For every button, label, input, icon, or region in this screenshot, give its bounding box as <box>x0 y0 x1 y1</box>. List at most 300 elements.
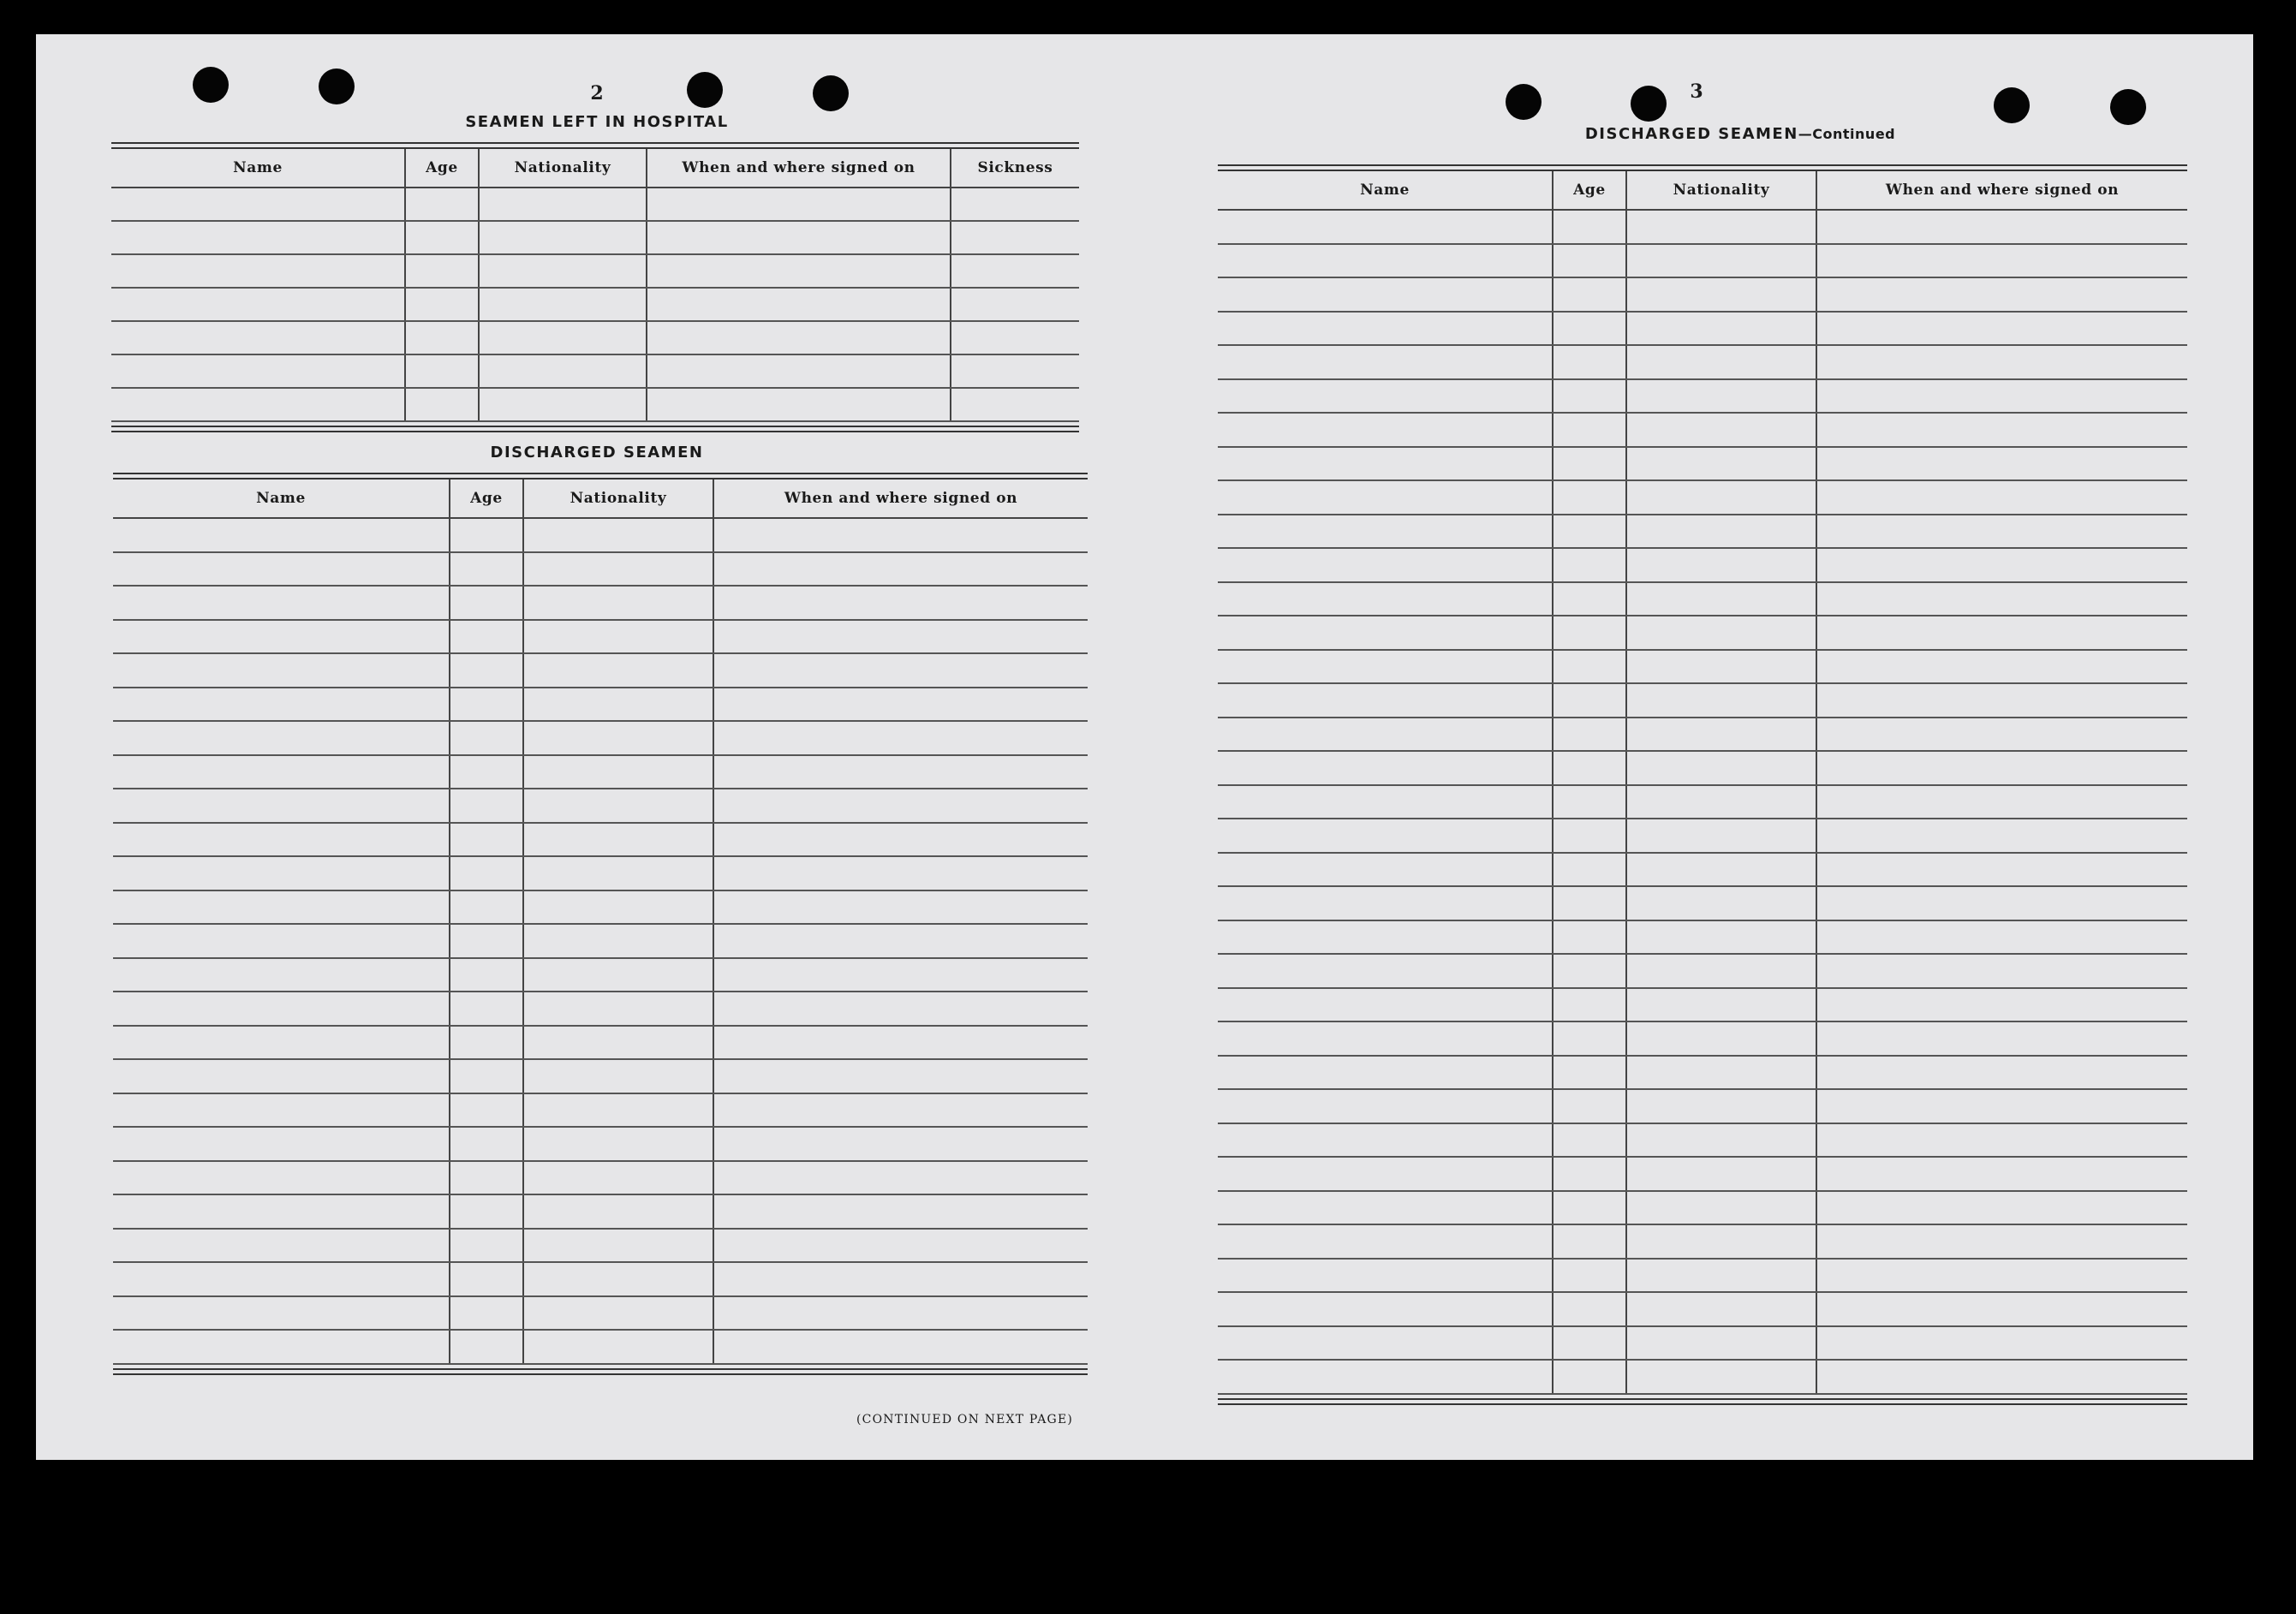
table-row <box>111 289 1079 322</box>
table-cell <box>1625 1192 1816 1224</box>
table-cell <box>1552 481 1625 514</box>
table-row <box>1218 921 2187 956</box>
table-cell <box>1625 1225 1816 1258</box>
table-cell <box>1552 684 1625 717</box>
table-cell <box>113 722 449 754</box>
table-cell <box>1552 346 1625 378</box>
table-row <box>1218 786 2187 820</box>
table-cell <box>1218 786 1552 819</box>
table-cell <box>1552 1158 1625 1190</box>
table-cell <box>113 1263 449 1295</box>
table-cell <box>713 1060 1088 1093</box>
table-cell <box>1816 616 2187 649</box>
table-row <box>113 925 1088 959</box>
table-bottom-rule <box>1218 1398 2187 1405</box>
table-cell <box>1552 989 1625 1021</box>
table-cell <box>1218 1192 1552 1224</box>
table-cell <box>950 289 1079 320</box>
table-top-rule <box>111 142 1079 149</box>
table-cell <box>713 553 1088 586</box>
table-cell <box>113 789 449 822</box>
table-cell <box>1218 245 1552 277</box>
table-row <box>113 1263 1088 1297</box>
table-cell <box>1816 278 2187 311</box>
table-cell <box>1625 786 1816 819</box>
table-row <box>113 959 1088 993</box>
table-row <box>113 654 1088 688</box>
table-cell <box>449 789 522 822</box>
table-cell <box>1816 718 2187 751</box>
table-cell <box>1625 921 1816 954</box>
table-row <box>111 322 1079 355</box>
table-cell <box>1816 313 2187 345</box>
table-body <box>1218 211 2187 1395</box>
table-cell <box>404 188 478 220</box>
table-cell <box>713 654 1088 687</box>
discharged-continued-title <box>1526 125 1954 143</box>
table-cell <box>113 1094 449 1127</box>
continued-note: (CONTINUED ON NEXT PAGE) <box>856 1413 1074 1426</box>
table-cell <box>522 891 713 924</box>
table-cell <box>1625 211 1816 243</box>
table-cell <box>1816 380 2187 413</box>
table-row <box>1218 989 2187 1023</box>
table-cell <box>1218 989 1552 1021</box>
table-row <box>113 722 1088 756</box>
table-cell <box>1816 887 2187 920</box>
table-row <box>1218 854 2187 888</box>
table-row <box>111 355 1079 389</box>
table-cell <box>522 959 713 992</box>
column-header: When and where signed on <box>646 149 950 187</box>
table-cell <box>1625 346 1816 378</box>
table-cell <box>1218 346 1552 378</box>
table-cell <box>713 722 1088 754</box>
table-cell <box>111 389 404 420</box>
section-title-suffix: —Continued <box>1798 126 1896 142</box>
table-cell <box>1552 921 1625 954</box>
page-number-left: 2 <box>590 82 604 104</box>
table-cell <box>1218 1057 1552 1089</box>
table-cell <box>522 621 713 653</box>
table-row <box>113 789 1088 824</box>
table-cell <box>1218 684 1552 717</box>
table-cell <box>1218 887 1552 920</box>
table-cell <box>1625 616 1816 649</box>
table-cell <box>1552 448 1625 480</box>
table-cell <box>1552 414 1625 446</box>
table-cell <box>1552 955 1625 987</box>
table-cell <box>1218 752 1552 784</box>
punch-hole <box>1631 86 1667 122</box>
table-cell <box>1218 1090 1552 1123</box>
table-cell <box>1625 1090 1816 1123</box>
table-cell <box>1625 549 1816 581</box>
table-row <box>113 553 1088 587</box>
table-cell <box>522 1027 713 1059</box>
table-cell <box>449 1060 522 1093</box>
column-header: Age <box>449 479 522 517</box>
table-body <box>111 188 1079 422</box>
table-cell <box>1625 1293 1816 1325</box>
table-cell <box>1625 380 1816 413</box>
table-cell <box>1816 1192 2187 1224</box>
table-cell <box>1625 1327 1816 1360</box>
table-cell <box>1816 1327 2187 1360</box>
table-cell <box>1816 211 2187 243</box>
table-cell <box>1625 515 1816 548</box>
table-cell <box>449 925 522 957</box>
punch-hole <box>1506 84 1542 120</box>
punch-hole <box>193 67 229 103</box>
table-bottom-rule <box>111 426 1079 432</box>
table-cell <box>1218 1327 1552 1360</box>
table-cell <box>522 1195 713 1228</box>
table-row <box>1218 278 2187 313</box>
table-cell <box>1552 549 1625 581</box>
column-header: Sickness <box>950 149 1079 187</box>
table-row <box>113 756 1088 790</box>
table-top-rule <box>113 473 1088 479</box>
table-row <box>113 1297 1088 1331</box>
table-cell <box>713 1263 1088 1295</box>
table-cell <box>1816 752 2187 784</box>
table-cell <box>1552 380 1625 413</box>
table-cell <box>713 789 1088 822</box>
column-header: Name <box>256 490 306 507</box>
table-cell <box>1625 1124 1816 1157</box>
table-cell <box>713 1027 1088 1059</box>
table-cell <box>522 553 713 586</box>
table-cell <box>1816 1260 2187 1292</box>
table-cell <box>1625 819 1816 852</box>
table-cell <box>1218 1225 1552 1258</box>
table-cell <box>1552 786 1625 819</box>
table-cell <box>113 925 449 957</box>
table-cell <box>1218 651 1552 683</box>
discharged-section-title: DISCHARGED SEAMEN <box>490 444 704 462</box>
table-cell <box>522 1263 713 1295</box>
table-cell <box>1816 955 2187 987</box>
table-cell <box>522 992 713 1025</box>
table-cell <box>522 1162 713 1194</box>
table-row <box>1218 1090 2187 1124</box>
hospital-table <box>111 142 1079 468</box>
table-cell <box>713 891 1088 924</box>
table-cell <box>1218 1260 1552 1292</box>
table-cell <box>1218 414 1552 446</box>
table-cell <box>713 1297 1088 1330</box>
table-cell <box>1625 1022 1816 1055</box>
table-cell <box>950 255 1079 287</box>
table-cell <box>1218 278 1552 311</box>
table-cell <box>1625 854 1816 886</box>
table-row <box>1218 616 2187 651</box>
table-cell <box>1816 414 2187 446</box>
table-cell <box>449 959 522 992</box>
table-cell <box>950 355 1079 387</box>
column-header: Name <box>1360 182 1410 199</box>
table-cell <box>478 255 646 287</box>
table-cell <box>713 519 1088 551</box>
table-cell <box>113 1027 449 1059</box>
table-row <box>1218 346 2187 380</box>
table-cell <box>449 1027 522 1059</box>
table-cell <box>522 1331 713 1363</box>
table-row <box>1218 1361 2187 1395</box>
table-cell <box>1625 313 1816 345</box>
table-cell <box>1625 955 1816 987</box>
table-cell <box>522 756 713 789</box>
table-cell <box>1625 718 1816 751</box>
table-cell <box>1625 1158 1816 1190</box>
discharged-table <box>113 473 1088 1438</box>
table-cell <box>713 992 1088 1025</box>
table-cell <box>1816 481 2187 514</box>
table-row <box>113 1094 1088 1129</box>
table-cell <box>522 789 713 822</box>
table-cell <box>1625 1260 1816 1292</box>
table-row <box>1218 887 2187 921</box>
table-cell <box>1552 887 1625 920</box>
table-cell <box>113 587 449 619</box>
table-cell <box>1552 583 1625 616</box>
table-cell <box>713 925 1088 957</box>
column-header: Nationality <box>1625 171 1816 209</box>
table-cell <box>646 255 950 287</box>
table-cell <box>1552 515 1625 548</box>
table-cell <box>950 389 1079 420</box>
column-header: Age <box>404 149 478 187</box>
table-row <box>1218 819 2187 854</box>
table-cell <box>113 1128 449 1160</box>
table-cell <box>449 587 522 619</box>
table-cell <box>1552 211 1625 243</box>
table-row <box>1218 414 2187 448</box>
column-header: Nationality <box>522 479 713 517</box>
table-row <box>1218 684 2187 718</box>
table-row <box>1218 1225 2187 1260</box>
table-cell <box>478 289 646 320</box>
table-cell <box>449 756 522 789</box>
table-cell <box>1218 1022 1552 1055</box>
table-cell <box>713 959 1088 992</box>
table-cell <box>449 553 522 586</box>
table-cell <box>111 289 404 320</box>
table-cell <box>713 1230 1088 1262</box>
table-cell <box>1816 921 2187 954</box>
table-cell <box>478 188 646 220</box>
table-row <box>1218 1158 2187 1192</box>
table-cell <box>113 756 449 789</box>
table-cell <box>1625 989 1816 1021</box>
page-number-right: 3 <box>1690 80 1703 103</box>
table-cell <box>1816 684 2187 717</box>
table-cell <box>522 519 713 551</box>
table-cell <box>1625 684 1816 717</box>
table-cell <box>478 222 646 253</box>
punch-hole <box>687 72 723 108</box>
table-cell <box>449 1195 522 1228</box>
table-cell <box>1816 549 2187 581</box>
table-cell <box>113 992 449 1025</box>
table-cell <box>113 1331 449 1363</box>
table-cell <box>522 1297 713 1330</box>
table-row <box>1218 651 2187 685</box>
table-row <box>111 222 1079 255</box>
table-cell <box>449 1263 522 1295</box>
table-cell <box>478 389 646 420</box>
table-cell <box>1552 1192 1625 1224</box>
table-cell <box>1552 313 1625 345</box>
table-cell <box>449 1297 522 1330</box>
table-row <box>113 587 1088 621</box>
table-cell <box>713 1094 1088 1127</box>
table-cell <box>522 654 713 687</box>
table-cell <box>1625 752 1816 784</box>
table-cell <box>1552 1022 1625 1055</box>
table-cell <box>111 188 404 220</box>
table-cell <box>113 1162 449 1194</box>
table-cell <box>713 688 1088 721</box>
table-cell <box>1552 245 1625 277</box>
table-cell <box>1552 1124 1625 1157</box>
punch-hole <box>1994 87 2030 123</box>
table-cell <box>1816 1361 2187 1393</box>
table-cell <box>113 688 449 721</box>
table-row <box>1218 1260 2187 1294</box>
table-cell <box>113 1230 449 1262</box>
table-row <box>1218 1293 2187 1327</box>
table-row <box>1218 481 2187 515</box>
table-cell <box>478 322 646 354</box>
table-cell <box>713 1162 1088 1194</box>
table-row <box>113 621 1088 655</box>
table-cell <box>113 519 449 551</box>
table-header <box>113 479 1088 519</box>
table-row <box>1218 752 2187 786</box>
table-cell <box>1816 1225 2187 1258</box>
table-row <box>113 1331 1088 1365</box>
table-row <box>1218 313 2187 347</box>
table-body <box>113 519 1088 1365</box>
table-cell <box>1552 616 1625 649</box>
table-bottom-rule <box>113 1368 1088 1375</box>
table-row <box>113 857 1088 891</box>
table-cell <box>1552 1225 1625 1258</box>
table-cell <box>449 891 522 924</box>
table-cell <box>449 1128 522 1160</box>
table-cell <box>1552 752 1625 784</box>
table-cell <box>404 389 478 420</box>
table-row <box>1218 380 2187 414</box>
table-cell <box>1816 346 2187 378</box>
punch-hole <box>319 68 355 104</box>
table-row <box>113 824 1088 858</box>
table-cell <box>1218 583 1552 616</box>
table-cell <box>1816 583 2187 616</box>
table-cell <box>1218 1293 1552 1325</box>
table-cell <box>646 289 950 320</box>
table-cell <box>1552 718 1625 751</box>
table-cell <box>646 222 950 253</box>
table-cell <box>1816 515 2187 548</box>
table-cell <box>1218 1124 1552 1157</box>
table-cell <box>1625 583 1816 616</box>
table-cell <box>449 857 522 890</box>
table-row <box>113 891 1088 926</box>
table-cell <box>713 857 1088 890</box>
table-cell <box>1625 278 1816 311</box>
table-cell <box>449 1094 522 1127</box>
table-cell <box>1625 481 1816 514</box>
table-row <box>1218 549 2187 583</box>
table-row <box>1218 583 2187 617</box>
table-row <box>113 519 1088 553</box>
table-cell <box>1218 718 1552 751</box>
table-cell <box>1218 1158 1552 1190</box>
table-cell <box>449 992 522 1025</box>
hospital-section-title: SEAMEN LEFT IN HOSPITAL <box>465 113 729 131</box>
table-header <box>111 149 1079 188</box>
table-cell <box>1552 1293 1625 1325</box>
table-row <box>113 992 1088 1027</box>
table-cell <box>646 355 950 387</box>
table-cell <box>1552 1327 1625 1360</box>
table-cell <box>113 654 449 687</box>
table-top-rule <box>1218 164 2187 171</box>
table-row <box>1218 448 2187 482</box>
table-row <box>1218 211 2187 245</box>
table-cell <box>1625 1361 1816 1393</box>
table-cell <box>1816 448 2187 480</box>
discharged-continued-table <box>1218 164 2187 1440</box>
table-cell <box>713 1331 1088 1363</box>
table-cell <box>404 255 478 287</box>
column-header: Age <box>1552 171 1625 209</box>
table-cell <box>1625 887 1816 920</box>
table-cell <box>1218 921 1552 954</box>
table-cell <box>1552 651 1625 683</box>
table-row <box>113 1060 1088 1094</box>
table-cell <box>522 857 713 890</box>
table-cell <box>113 891 449 924</box>
table-row <box>113 688 1088 723</box>
table-row <box>1218 1327 2187 1361</box>
table-cell <box>950 188 1079 220</box>
table-cell <box>1816 245 2187 277</box>
table-cell <box>404 289 478 320</box>
table-cell <box>646 389 950 420</box>
table-cell <box>522 1230 713 1262</box>
table-cell <box>1552 1361 1625 1393</box>
table-cell <box>1816 989 2187 1021</box>
table-cell <box>111 355 404 387</box>
table-cell <box>713 824 1088 856</box>
table-cell <box>522 587 713 619</box>
table-cell <box>1218 380 1552 413</box>
table-cell <box>1218 313 1552 345</box>
table-cell <box>449 654 522 687</box>
table-cell <box>1625 448 1816 480</box>
table-cell <box>1552 278 1625 311</box>
column-header: Nationality <box>478 149 646 187</box>
table-row <box>113 1195 1088 1230</box>
table-cell <box>1625 651 1816 683</box>
table-cell <box>1218 549 1552 581</box>
table-cell <box>1816 1158 2187 1190</box>
table-row <box>1218 1022 2187 1057</box>
